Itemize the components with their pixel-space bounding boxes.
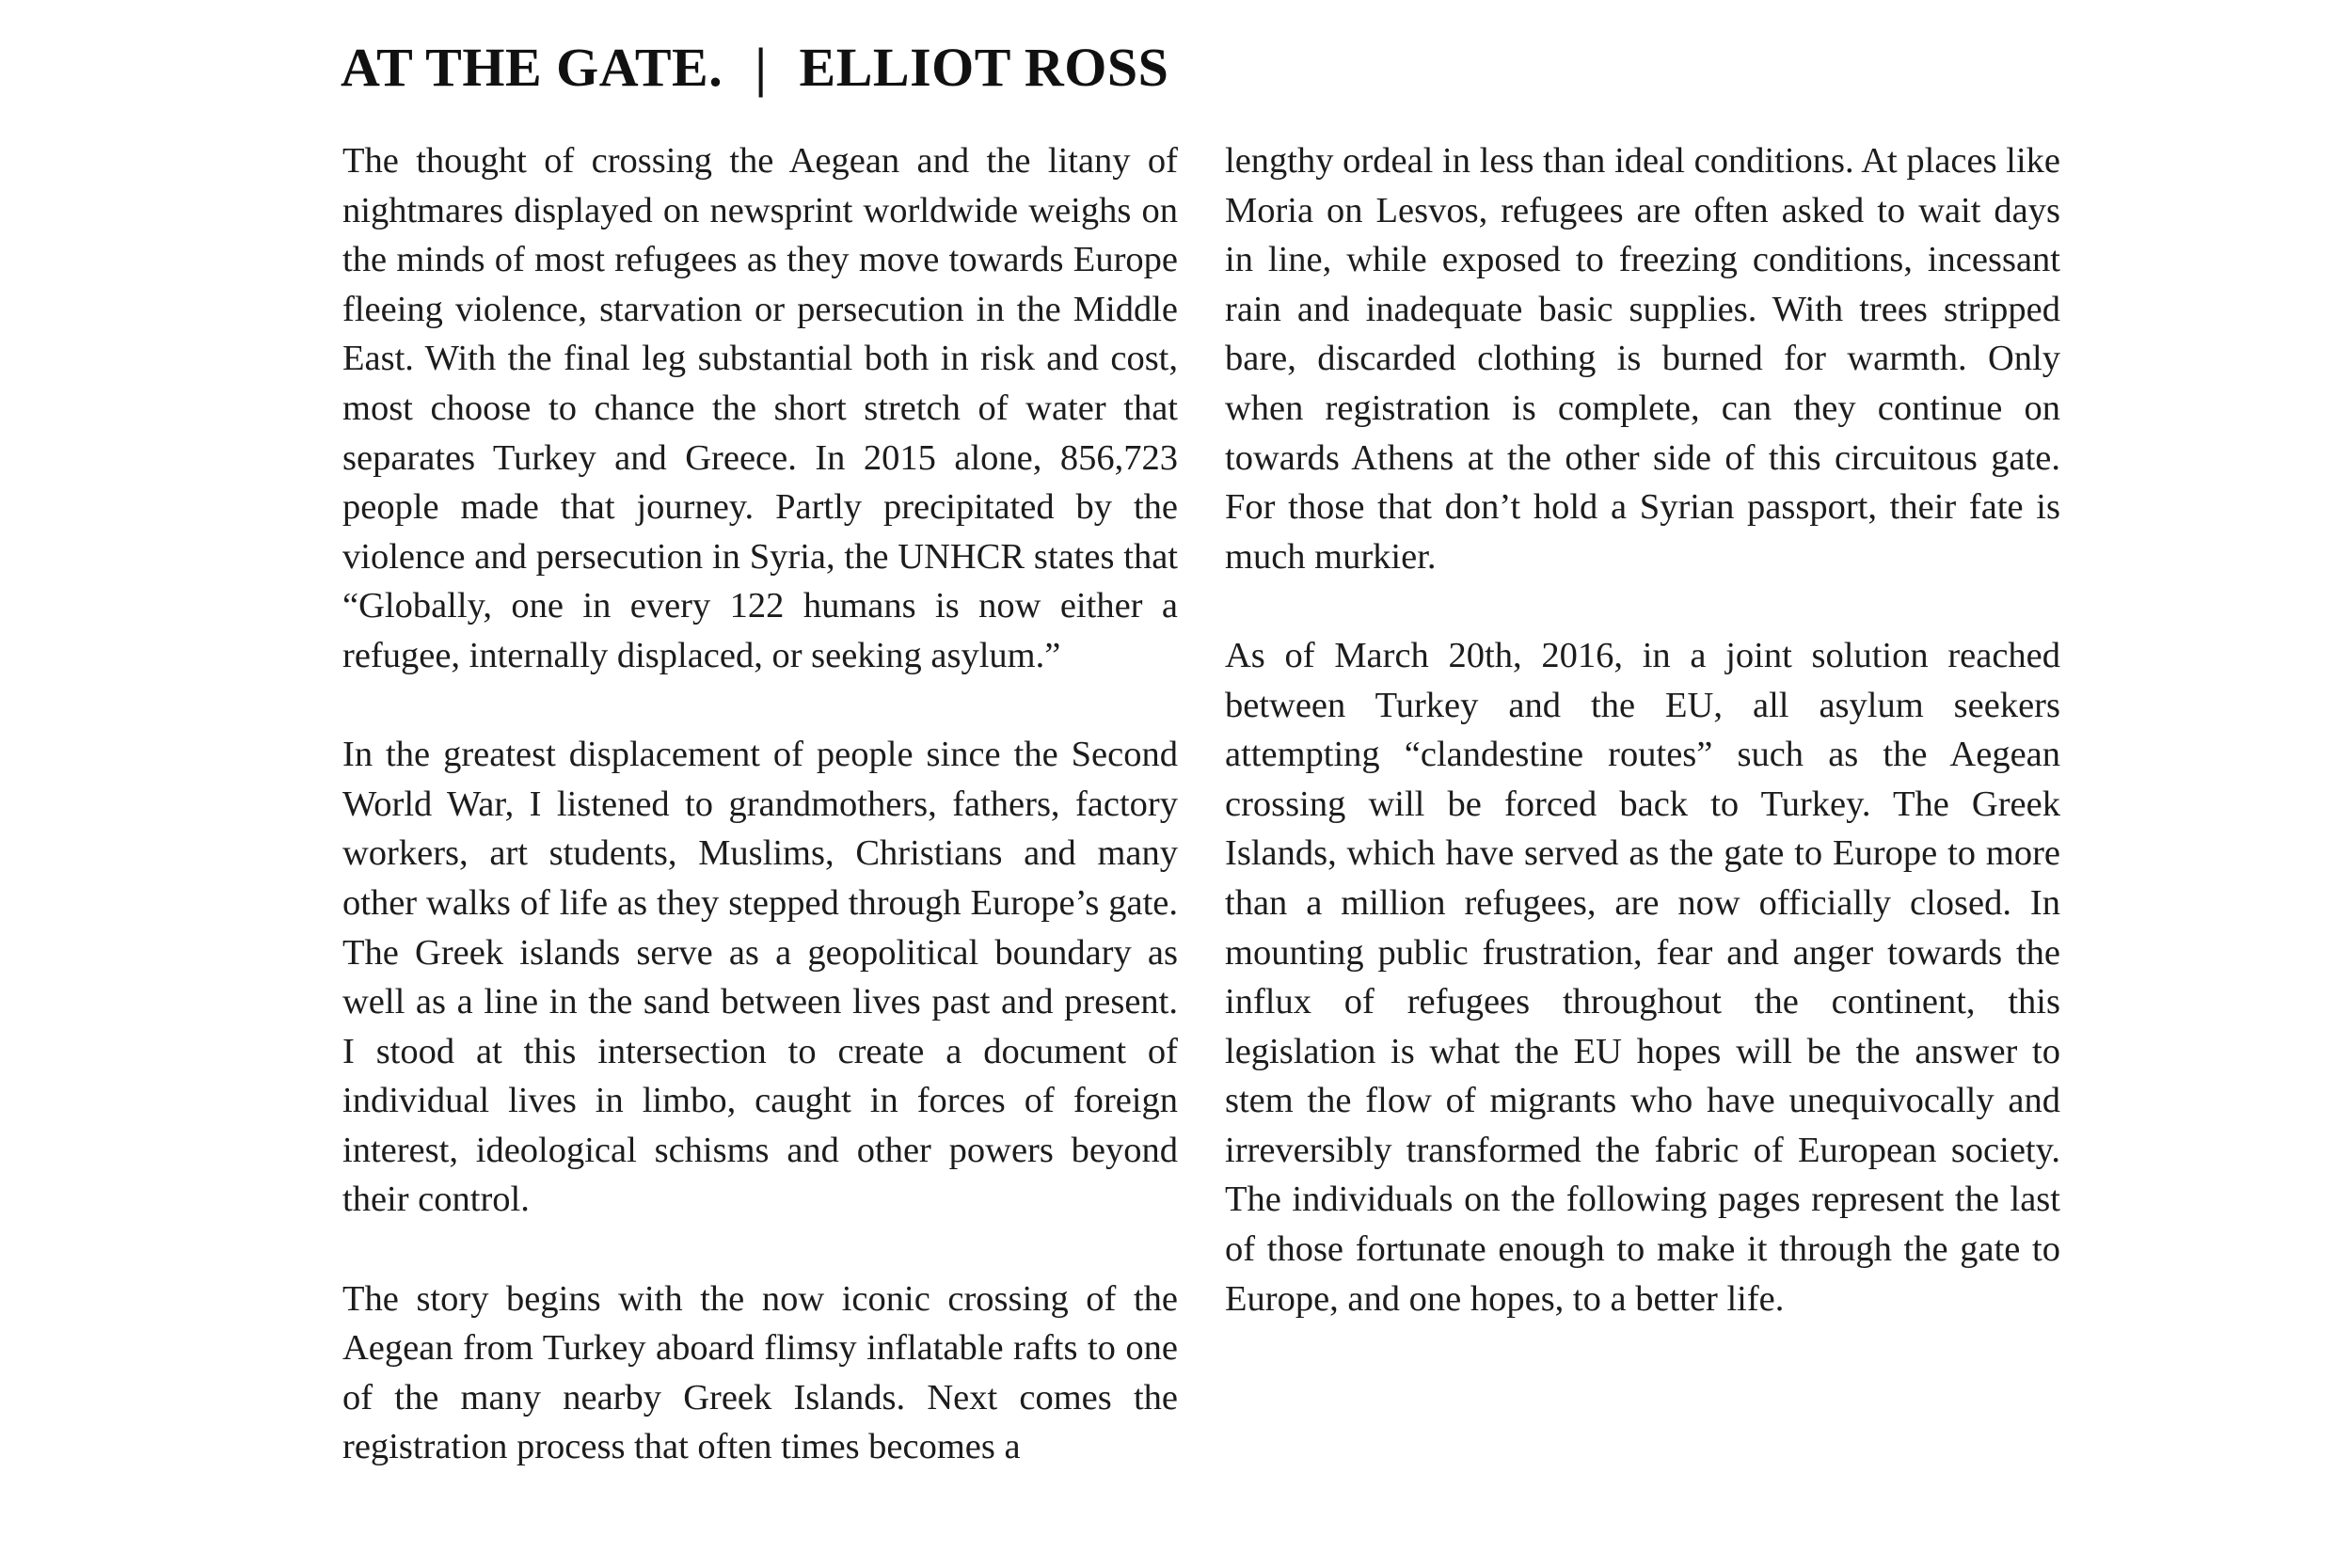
paragraph: lengthy ordeal in less than ideal conditions. At places like Moria on Lesvos, refugees are often asked to wait days in line, while exposed to freezing conditions, incessant rain and inadequate basic supplies. With trees stripped bare, discarded clothing is burned for warmth. Only when registration is complete, can they continue on towards Athens at the other side of this circuitous gate. For those that don’t hold a Syrian passport, their fate is much murkier. <box>1225 141 2060 577</box>
right-column <box>1225 136 2060 1323</box>
paragraph: As of March 20th, 2016, in a joint solution reached between Turkey and the EU, all asylum seekers attempting “clandestine routes” such as the Aegean crossing will be forced back to Turkey. The Greek Islands, which have served as the gate to Europe to more than a million refugees, are now officially closed. In mounting public frustration, fear and anger towards the influx of refugees throughout the continent, this legislation is what the EU hopes will be the answer to stem the flow of migrants who have unequivocally and irreversibly transformed the fabric of European society. The individuals on the following pages represent the last of those fortunate enough to make it through the gate to Europe, and one hopes, to a better life. <box>1225 635 2060 1319</box>
left-column <box>342 136 1178 1472</box>
paragraph: In the greatest displacement of people since the Second World War, I listened to grandmothers, fathers, factory workers, art students, Muslims, Christians and many other walks of life as they stepped through Europe’s gate. The Greek islands serve as a geopolitical boundary as well as a line in the sand between lives past and present. I stood at this intersection to create a document of individual lives in limbo, caught in forces of foreign interest, ideological schisms and other powers beyond their control. <box>342 735 1178 1220</box>
paragraph: The thought of crossing the Aegean and the litany of nightmares displayed on newsprint worldwide weighs on the minds of most refugees as they move towards Europe fleeing violence, starvation or persecution in the Middle East. With the final leg substantial both in risk and cost, most choose to chance the short stretch of water that separates Turkey and Greece. In 2015 alone, 856,723 people made that journey. Partly precipitated by the violence and persecution in Syria, the UNHCR states that “Globally, one in every 122 humans is now either a refugee, internally displaced, or seeking asylum.” <box>342 141 1178 675</box>
title-text: AT THE GATE. <box>341 37 723 98</box>
title-separator: | <box>755 37 768 98</box>
page-title <box>341 36 1168 100</box>
paragraph: The story begins with the now iconic crossing of the Aegean from Turkey aboard flimsy inflatable rafts to one of the many nearby Greek Islands. Next comes the registration process that often times becomes a <box>342 1278 1178 1467</box>
author-name: ELLIOT ROSS <box>799 37 1169 98</box>
